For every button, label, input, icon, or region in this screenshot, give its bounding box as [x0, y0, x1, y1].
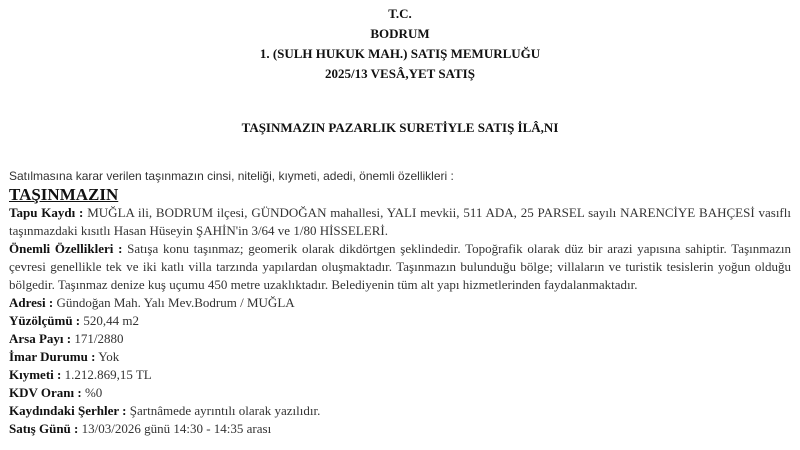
arsa-value: 171/2880: [74, 331, 124, 346]
header-tc: T.C.: [388, 6, 412, 21]
kiymet-value: 1.212.869,15 TL: [64, 367, 152, 382]
satis-label: Satış Günü :: [9, 421, 79, 436]
ozellik-row: [9, 240, 791, 294]
serh-label: Kaydındaki Şerhler :: [9, 403, 127, 418]
adres-row: [9, 294, 791, 312]
kiymet-row: [9, 366, 791, 384]
kdv-value: %0: [84, 385, 103, 400]
announcement-title: TAŞINMAZIN PAZARLIK SURETİYLE SATIŞ İLÂ,NI: [241, 120, 559, 135]
tapu-label: Tapu Kaydı :: [9, 205, 84, 220]
kdv-row: [9, 384, 791, 402]
yuzolcum-value: 520,44 m2: [83, 313, 140, 328]
ozellik-value: Satışa konu taşınmaz; geomerik olarak dikdörtgen şeklindedir. Topoğrafik olarak düz bir arazi yapısına sahiptir. Taşınmazın çevresi genellikle tek ve iki katlı villa tarzında yapılardan oluşmaktadır. Taşınmazın bulunduğu bölge; villaların ve turistik tesislerin yoğun olduğu bölgedir. Taşınmaz denize kuş uçumu 450 metre uzaklıktadır. Belediyenin tüm alt yapı hizmetlerinden faydalanmaktadır.: [9, 241, 792, 292]
serh-row: [9, 402, 791, 420]
property-details: [9, 204, 791, 438]
kdv-label: KDV Oranı :: [9, 385, 82, 400]
tapu-row: [9, 204, 791, 240]
header-city: BODRUM: [370, 26, 430, 41]
intro-text: Satılmasına karar verilen taşınmazın cinsi, niteliği, kıymeti, adedi, önemli özellikleri :: [9, 169, 454, 183]
ozellik-label: Önemli Özellikleri :: [9, 241, 123, 256]
tapu-value: MUĞLA ili, BODRUM ilçesi, GÜNDOĞAN mahallesi, YALI mevkii, 511 ADA, 25 PARSEL sayılı NARENCİYE BAHÇESİ vasıflı taşınmazdaki kısıtlı Hasan Hüseyin ŞAHİN'in 3/64 ve 1/80 HİSSELERİ.: [9, 205, 791, 238]
document-header: [9, 4, 791, 84]
adres-label: Adresi :: [9, 295, 54, 310]
serh-value: Şartnâmede ayrıntılı olarak yazılıdır.: [129, 403, 321, 418]
imar-label: İmar Durumu :: [9, 349, 96, 364]
adres-value: Gündoğan Mah. Yalı Mev.Bodrum / MUĞLA: [56, 295, 295, 310]
section-heading: TAŞINMAZIN: [9, 185, 119, 204]
satis-value: 13/03/2026 günü 14:30 - 14:35 arası: [81, 421, 272, 436]
header-file-number: 2025/13 VESÂ,YET SATIŞ: [325, 66, 475, 81]
satis-row: [9, 420, 791, 438]
imar-value: Yok: [98, 349, 120, 364]
header-office: 1. (SULH HUKUK MAH.) SATIŞ MEMURLUĞU: [259, 46, 541, 61]
imar-row: [9, 348, 791, 366]
kiymet-label: Kıymeti :: [9, 367, 62, 382]
arsa-label: Arsa Payı :: [9, 331, 72, 346]
arsa-row: [9, 330, 791, 348]
yuzolcum-label: Yüzölçümü :: [9, 313, 81, 328]
yuzolcum-row: [9, 312, 791, 330]
document-page: [9, 0, 791, 438]
